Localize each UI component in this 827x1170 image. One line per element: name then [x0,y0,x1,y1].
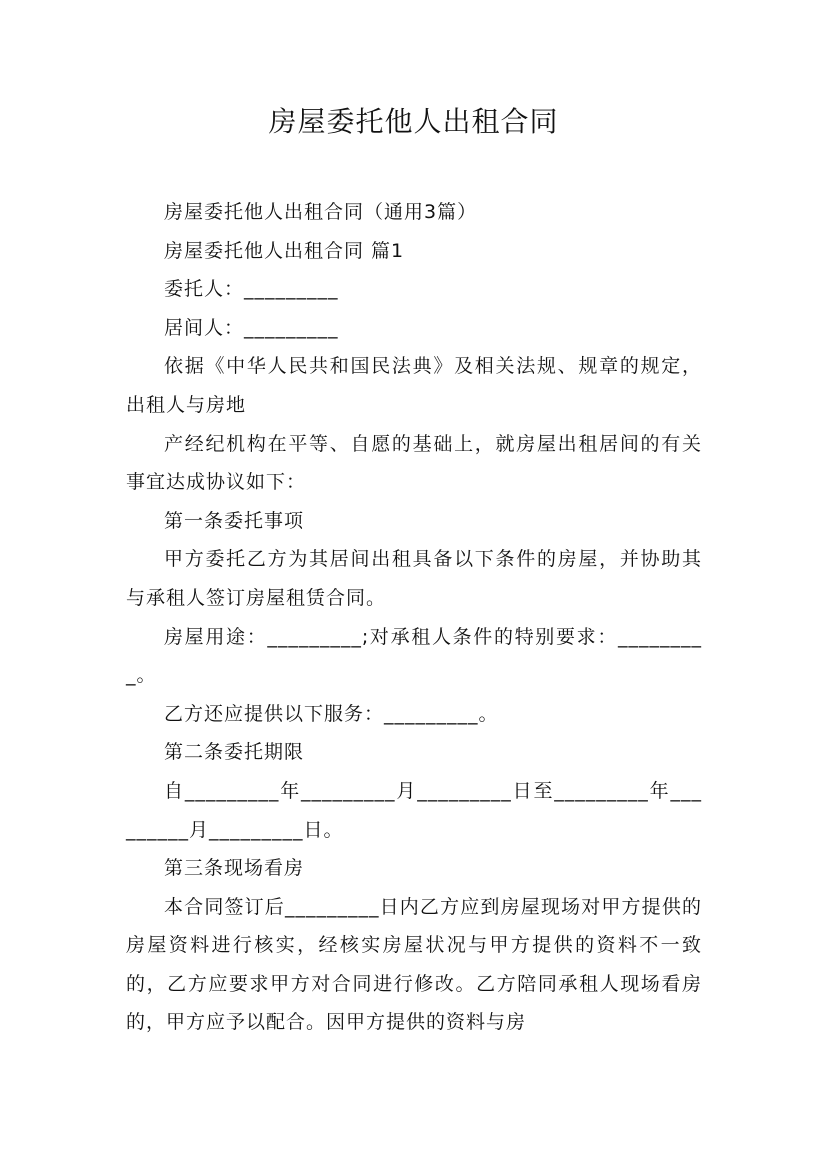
paragraph-subtitle: 房屋委托他人出租合同（通用3篇） [164,201,478,223]
paragraph-agreement-intro: 产经纪机构在平等、自愿的基础上，就房屋出租居间的有关事宜达成协议如下： [126,432,702,494]
document-body [126,193,702,1042]
paragraph-term-dates: 自_________年_________月_________日至_________年_________月_________日。 [126,779,702,841]
paragraph-extra-services: 乙方还应提供以下服务：_________。 [164,702,499,725]
paragraph-article-1-body: 甲方委托乙方为其居间出租具备以下条件的房屋，并协助其与承租人签订房屋租赁合同。 [126,548,702,609]
paragraph-section-heading: 房屋委托他人出租合同 篇1 [164,239,405,262]
paragraph-broker: 居间人：_________ [164,316,339,339]
paragraph-client: 委托人：_________ [164,278,339,301]
paragraph-house-use: 房屋用途：_________;对承租人条件的特别要求：_________。 [126,625,702,687]
paragraph-article-3-body: 本合同签订后_________日内乙方应到房屋现场对甲方提供的房屋资料进行核实，经核实房屋状况与甲方提供的资料不一致的，乙方应要求甲方对合同进行修改。乙方陪同承租人现场看房的，甲方应予以配合。因甲方提供的资料与房 [126,895,702,1034]
document-title: 房屋委托他人出租合同 [268,105,559,138]
paragraph-legal-basis: 依据《中华人民共和国民法典》及相关法规、规章的规定，出租人与房地 [126,355,702,416]
paragraph-article-2-title: 第二条委托期限 [164,741,305,764]
paragraph-article-1-title: 第一条委托事项 [164,509,305,532]
paragraph-article-3-title: 第三条现场看房 [164,857,305,880]
